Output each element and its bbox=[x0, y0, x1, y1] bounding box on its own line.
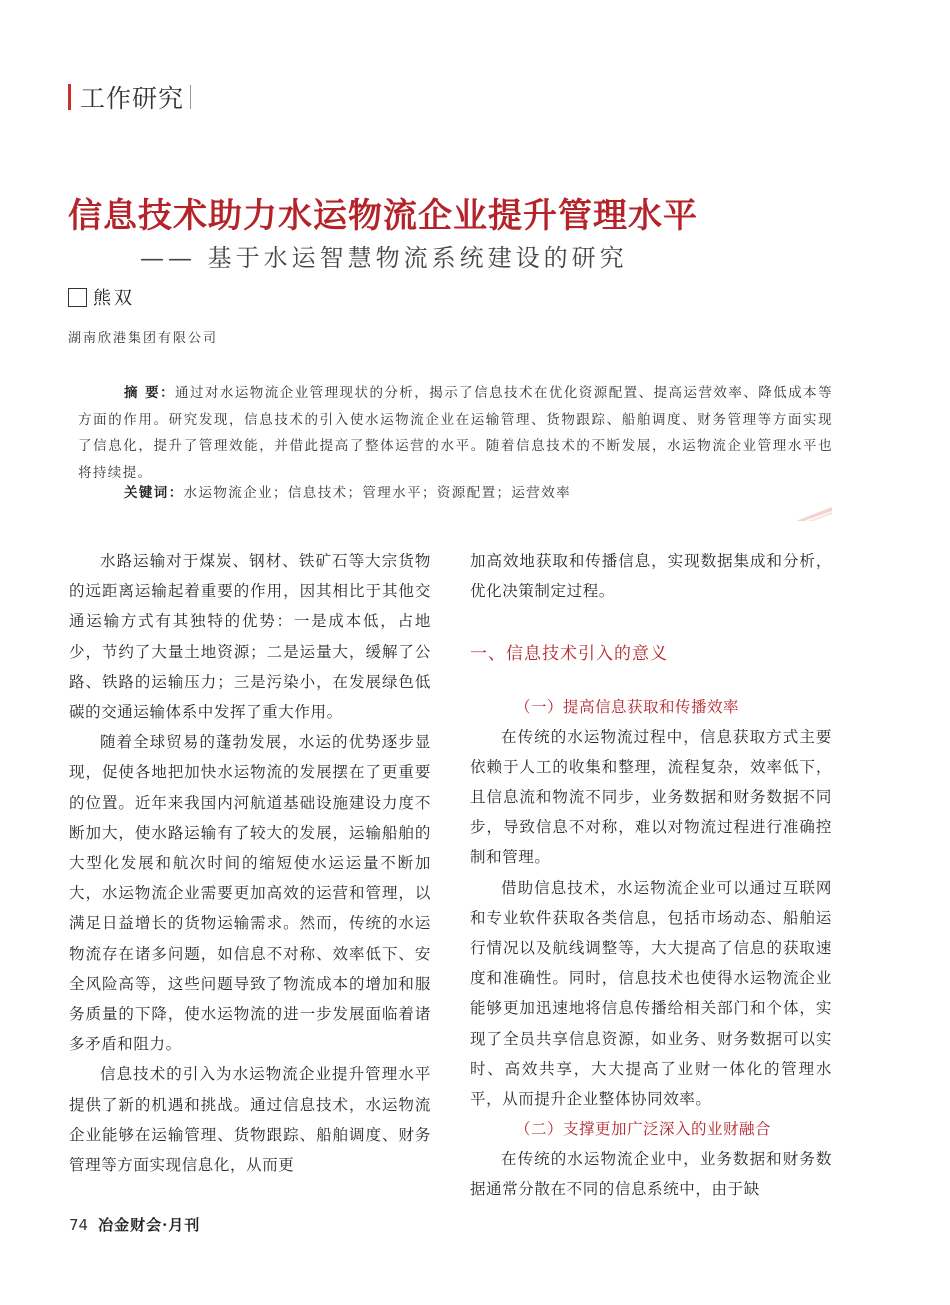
author-name: 熊双 bbox=[93, 288, 135, 309]
affiliation: 湖南欣港集团有限公司 bbox=[68, 331, 219, 346]
abstract-paragraph bbox=[78, 380, 833, 486]
journal-name: 冶金财会·月刊 bbox=[98, 1216, 201, 1234]
abstract-text: 通过对水运物流企业管理现状的分析，揭示了信息技术在优化资源配置、提高运营效率、降低成本等方面的作用。研究发现，信息技术的引入使水运物流企业在运输管理、货物跟踪、船舶调度、财务管理等方面实现了信息化，提升了管理效能，并借此提高了整体运营的水平。随着信息技术的不断发展，水运物流企业管理水平也将持续提。 bbox=[78, 385, 833, 481]
section-tag-label: 工作研究 bbox=[80, 84, 185, 113]
body-right-column bbox=[470, 546, 832, 1205]
author bbox=[68, 284, 135, 310]
subsection-heading-2: （二）支撑更加广泛深入的业财融合 bbox=[515, 1120, 772, 1139]
body-paragraph: 随着全球贸易的蓬勃发展，水运的优势逐步显现，促使各地把加快水运物流的发展摆在了更重要的位置。近年来我国内河航道基础设施建设力度不断加大，使水路运输有了较大的发展，运输船舶的大型化发展和航次时间的缩短使水运运量不断加大，水运物流企业需要更加高效的运营和管理，以满足日益增长的货物运输需求。然而，传统的水运物流存在诸多问题，如信息不对称、效率低下、安全风险高等，这些问题导致了物流成本的增加和服务质量的下降，使水运物流的进一步发展面临着诸多矛盾和阻力。 bbox=[69, 733, 431, 1054]
body-paragraph: 信息技术的引入为水运物流企业提升管理水平提供了新的机遇和挑战。通过信息技术，水运物流企业能够在运输管理、货物跟踪、船舶调度、财务管理等方面实现信息化，从而更 bbox=[69, 1065, 431, 1175]
keywords-label: 关键词： bbox=[124, 485, 184, 501]
keywords-text: 水运物流企业；信息技术；管理水平；资源配置；运营效率 bbox=[183, 485, 572, 501]
body-paragraph: 在传统的水运物流过程中，信息获取方式主要依赖于人工的收集和整理，流程复杂，效率低下，且信息流和物流不同步，业务数据和财务数据不同步，导致信息不对称，难以对物流过程进行准确控制和管理。 bbox=[470, 727, 832, 867]
body-left-column bbox=[69, 546, 431, 1180]
section-tag-bar bbox=[68, 84, 71, 110]
body-paragraph: 水路运输对于煤炭、钢材、铁矿石等大宗货物的远距离运输起着重要的作用，因其相比于其他交通运输方式有其独特的优势：一是成本低，占地少，节约了大量土地资源；二是运量大，缓解了公路、铁路的运输压力；三是污染小，在发展绿色低碳的交通运输体系中发挥了重大作用。 bbox=[69, 552, 431, 722]
page-footer bbox=[69, 1214, 200, 1235]
section-heading-1: 一、信息技术引入的意义 bbox=[470, 644, 668, 665]
body-paragraph: 在传统的水运物流企业中，业务数据和财务数据通常分散在不同的信息系统中，由于缺 bbox=[470, 1150, 832, 1199]
article-subtitle: —— 基于水运智慧物流系统建设的研究 bbox=[140, 244, 628, 272]
abstract bbox=[78, 380, 833, 486]
section-tag bbox=[68, 80, 191, 114]
keywords bbox=[124, 481, 571, 501]
abstract-label: 摘 要： bbox=[124, 385, 176, 401]
section-tag-divider bbox=[190, 85, 191, 109]
page-number: 74 bbox=[69, 1216, 89, 1234]
article-title: 信息技术助力水运物流企业提升管理水平 bbox=[68, 196, 698, 236]
author-box-icon bbox=[68, 288, 87, 307]
subsection-heading-1: （一）提高信息获取和传播效率 bbox=[515, 697, 740, 716]
body-paragraph: 借助信息技术，水运物流企业可以通过互联网和专业软件获取各类信息，包括市场动态、船舶运行情况以及航线调整等，大大提高了信息的获取速度和准确性。同时，信息技术也使得水运物流企业能够更加迅速地将信息传播给相关部门和个体，实现了全员共享信息资源，如业务、财务数据可以实时、高效共享，大大提高了业财一体化的管理水平，从而提升企业整体协同效率。 bbox=[470, 878, 832, 1109]
body-paragraph-continuation: 加高效地获取和传播信息，实现数据集成和分析，优化决策制定过程。 bbox=[470, 552, 832, 601]
corner-decoration-icon bbox=[796, 505, 832, 521]
